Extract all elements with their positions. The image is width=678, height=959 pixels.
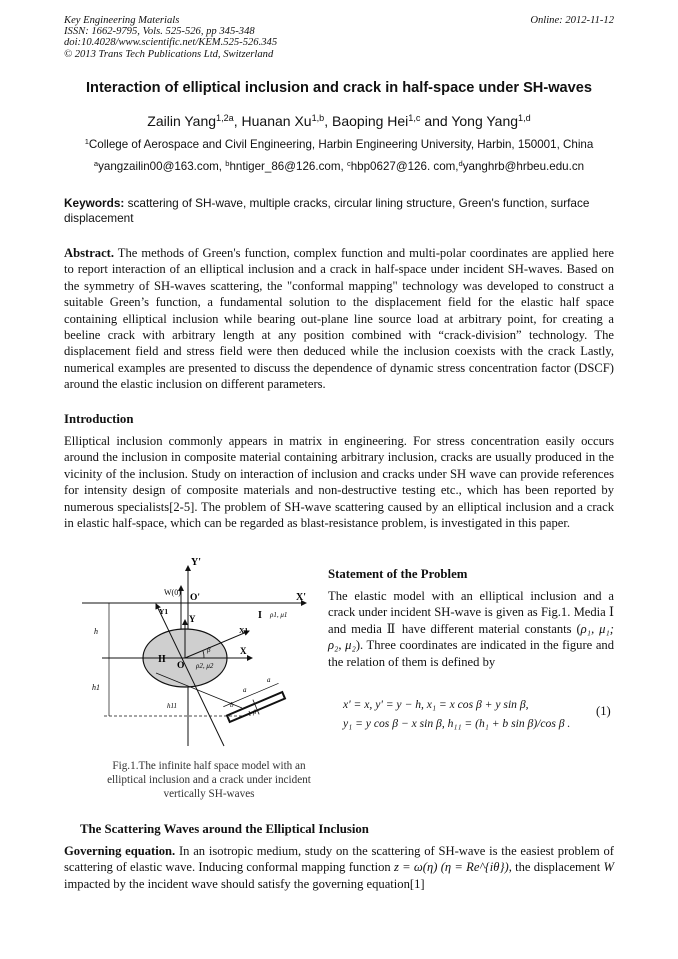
statement-text-part: ). Three coordinates are indicated in the figure and the relation of them is defined by	[328, 638, 614, 669]
abstract-text: The methods of Green's function, complex function and multi-polar coordinates are applied here to report interaction of an elliptical inclusion and a crack in half-space under incident SH-waves. Based on the symmetry of SH-waves scattering, the "conformal mapping" technology was developed to construct a suitable Green’s function, a fundamental solution to the displacement field for the elastic half space containing elliptical inclusion while bearing out-plane line source load at arbitrary point, for creating a beeline crack with arbitrary length at any position combined with “crack-division” technology. The displacement field and stress field were then deduced while the inclusion coexists with the crack Lastly, numerical examples are presented to discuss the dependence of dynamic stress concentration factor (DSCF) around the elastic inclusion on different parameters.	[64, 246, 614, 392]
label-medium-2: II	[158, 654, 166, 665]
label-y1: Y1	[159, 607, 169, 616]
author-sup: 1,c	[408, 113, 421, 123]
label-beta-crack: β	[253, 709, 257, 716]
author-sup: 1,d	[518, 113, 531, 123]
label-w0: W(0)	[164, 588, 181, 597]
affiliation-text: College of Aerospace and Civil Engineering, Harbin Engineering University, Harbin, 150001, China	[88, 138, 594, 151]
governing-text-part: In an isotropic medium, study on the scattering of SH-wave is the easiest problem of scattering of elastic wave. Inducing conformal mapping function	[64, 844, 614, 875]
online-date: Online: 2012-11-12	[530, 15, 614, 26]
statement-text	[328, 588, 614, 670]
label-b: b	[230, 701, 234, 709]
label-o-prime: O'	[190, 593, 201, 603]
email-sup: b	[225, 158, 230, 168]
email-link[interactable]: hbp0627@126. com,	[350, 160, 459, 173]
displacement-symbol: W	[603, 860, 614, 875]
equation-1	[343, 695, 570, 733]
author-name: Zailin Yang	[147, 113, 217, 129]
author-separator: ,	[324, 113, 333, 129]
author-sup: 1,b	[311, 113, 325, 123]
statement-heading: Statement of the Problem	[328, 567, 468, 581]
paper-title: Interaction of elliptical inclusion and crack in half-space under SH-waves	[85, 80, 593, 96]
label-x-prime: X'	[296, 592, 306, 603]
keywords-label: Keywords:	[64, 196, 125, 210]
material-constants: ρ₁, μ₁; ρ₂, μ₂	[328, 621, 614, 653]
equation-1-line-2: y₁ = y cos β − x sin β, h₁₁ = (h₁ + b sin β)/cos β .	[343, 717, 571, 730]
governing-equation-label: Governing equation.	[64, 844, 176, 858]
abstract-label: Abstract.	[64, 246, 115, 260]
keywords-text: scattering of SH-wave, multiple cracks, circular lining structure, Green's function, surface displacement	[64, 196, 590, 225]
affiliation	[40, 138, 638, 151]
author-name: Huanan Xu	[241, 113, 312, 129]
journal-name: Key Engineering Materials	[64, 15, 180, 26]
email-list	[40, 160, 638, 173]
scattering-heading: The Scattering Waves around the Elliptical Inclusion	[80, 822, 369, 836]
figure-1	[64, 556, 322, 756]
label-medium-1-constants: ρ1, μ1	[270, 611, 288, 619]
email-link[interactable]: yangzailin00@163.com,	[98, 160, 226, 173]
copyright-line: © 2013 Trans Tech Publications Ltd, Switzerland	[64, 48, 274, 60]
governing-equation-text	[64, 843, 614, 892]
label-h11: h11	[167, 702, 177, 710]
equation-1-line-1: x' = x, y' = y − h, x₁ = x cos β + y sin β,	[343, 698, 529, 711]
author-list	[40, 113, 638, 129]
introduction-text: Elliptical inclusion commonly appears in matrix in engineering. For stress concentration easily occurs around the inclusion in composite material containing arbitrary inclusion, cracks are usually produced in the vicinity of the inclusion. Study on interaction of inclusion and cracks under SH wave can provide references for intensity design of composite materials and non-destructive testing etc., which has been reported by numerous specialists[2-5]. The problem of SH-wave scattering caused by an elliptical inclusion and a crack in elastic half-space, which can be regarded as blast-resistance problem, is investigated in this paper.	[64, 434, 614, 531]
label-h1: h1	[92, 683, 100, 692]
label-y: Y	[189, 614, 196, 624]
equation-number: (1)	[596, 704, 611, 718]
author-separator: ,	[233, 113, 242, 129]
label-a-right: a	[267, 676, 271, 684]
email-link[interactable]: yanghrb@hrbeu.edu.cn	[462, 160, 585, 173]
introduction-heading: Introduction	[64, 412, 134, 426]
email-sup: a	[93, 158, 99, 168]
label-o: O	[177, 661, 185, 671]
half-space-diagram	[64, 556, 322, 756]
label-y-prime: Y'	[191, 557, 201, 568]
affiliation-sup: 1	[84, 136, 89, 146]
label-medium-2-constants: ρ2, μ2	[196, 662, 214, 670]
author-separator: and	[420, 113, 452, 129]
label-medium-1: I	[258, 610, 262, 621]
label-x1: X1	[239, 626, 249, 635]
mapping-variable: (η = Re^{iθ})	[440, 860, 509, 875]
keywords-block	[64, 196, 614, 226]
email-sup: d	[458, 158, 463, 168]
governing-text-part: , the displacement	[508, 860, 604, 875]
author-name: Baoping Hei	[332, 113, 409, 129]
author-name: Yong Yang	[451, 113, 519, 129]
author-sup: 1,2a	[216, 113, 234, 123]
label-x: X	[240, 646, 247, 656]
doi-line[interactable]: doi:10.4028/www.scientific.net/KEM.525-526.345	[64, 37, 278, 49]
issn-line: ISSN: 1662-9795, Vols. 525-526, pp 345-348	[64, 26, 255, 38]
mapping-function: z = ω(η)	[393, 860, 438, 875]
figure-caption: Fig.1.The infinite half space model with an elliptical inclusion and a crack under incident vertically SH-waves	[107, 760, 311, 800]
label-a-left: a	[243, 686, 247, 694]
label-beta: β	[207, 646, 211, 654]
statement-text-part: The elastic model with an elliptical inclusion and a crack under incident SH-wave is given as Fig.1. Media Ⅰ and media Ⅱ have different material constants (	[328, 589, 614, 636]
label-h: h	[94, 627, 98, 636]
abstract-block	[64, 245, 614, 393]
governing-text-part: impacted by the incident wave should satisfy the governing equation[1]	[64, 876, 425, 891]
email-link[interactable]: hntiger_86@126.com,	[229, 160, 347, 173]
journal-header	[64, 15, 464, 60]
email-sup: c	[346, 158, 351, 168]
